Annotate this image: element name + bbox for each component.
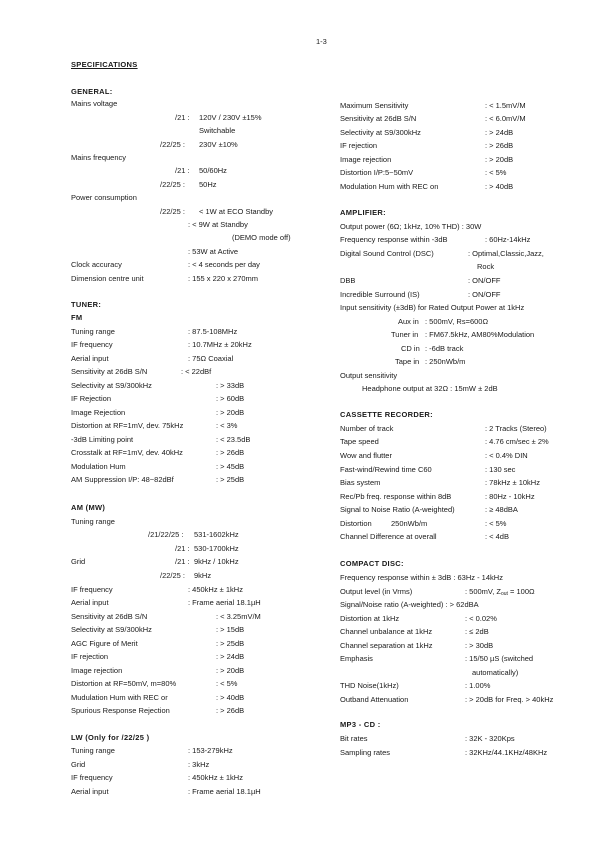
spec-value: : 130 sec [485, 465, 516, 474]
pc-value1: < 1W at ECO Standby [199, 207, 273, 216]
spec-value: : > 20dB [485, 155, 514, 164]
snr: Signal/Noise ratio (A-weighted) : > 62dBA [340, 600, 479, 609]
spec-value: : > 24dB [216, 652, 245, 661]
spec-value: : > 25dB [216, 475, 245, 484]
spec-label: Distortion I/P:5~50mV [340, 168, 414, 177]
spec-value: : < 1.5mV/M [485, 101, 526, 110]
spec-label: Fast-wind/Rewind time C60 [340, 465, 432, 474]
am-tr1-key: /21/22/25 : [148, 530, 184, 539]
spec-value: : 75Ω Coaxial [188, 354, 234, 363]
spec-value: : > 25dB [216, 639, 245, 648]
spec-value: : ≤ 2dB [465, 627, 489, 636]
output-level-label: Output level (in Vrms) [340, 587, 413, 596]
spec-value: : Frame aerial 18.1µH [188, 598, 261, 607]
spec-value: : < 3.25mV/M [216, 612, 261, 621]
spec-label: Crosstalk at RF=1mV, dev. 40kHz [71, 448, 183, 457]
spec-label: Image rejection [71, 666, 123, 675]
mv-21-key: /21 : [175, 113, 190, 122]
distortion-mid: 250nWb/m [391, 519, 428, 528]
spec-label: Image rejection [340, 155, 392, 164]
spec-value: : 450kHz ± 1kHz [188, 773, 243, 782]
distortion-value: : < 5% [485, 519, 507, 528]
bit-rates-label: Bit rates [340, 734, 368, 743]
emphasis-value2: automatically) [472, 668, 519, 677]
thd-value: : 1.00% [465, 681, 491, 690]
spec-value: : 450kHz ± 1kHz [188, 585, 243, 594]
aux-key: Aux in [398, 317, 419, 326]
spec-label: IF frequency [71, 340, 113, 349]
mp3-heading: MP3 - CD : [340, 720, 381, 729]
spec-value: : > 30dB [465, 641, 494, 650]
spec-value: : 153-279kHz [188, 746, 233, 755]
output-level-sub: out [501, 591, 508, 597]
mains-frequency-label: Mains frequency [71, 153, 127, 162]
freq-response-label: Frequency response within -3dB [340, 235, 448, 244]
pc-value3: (DEMO mode off) [232, 233, 291, 242]
am-tr2-value: 530-1700kHz [194, 544, 239, 553]
spec-value: : < 5% [485, 168, 507, 177]
outband-label: Outband Attenuation [340, 695, 409, 704]
cd-freq-response: Frequency response within ± 3dB : 63Hz - 14kHz [340, 573, 503, 582]
tuner-in-key: Tuner in [391, 330, 419, 339]
is-label: Incredible Surround (IS) [340, 290, 420, 299]
spec-label: Sensitivity at 26dB S/N [71, 612, 148, 621]
tuner-in-value: : FM67.5kHz, AM80%Modulation [425, 330, 535, 339]
spec-label: Selectivity at S9/300kHz [340, 128, 421, 137]
dbb-value: : ON/OFF [468, 276, 501, 285]
cd-in-value: : -6dB track [425, 344, 464, 353]
lw-heading: LW (Only for /22/25 ) [71, 733, 150, 742]
spec-value: : 80Hz - 10kHz [485, 492, 535, 501]
spec-label: Bias system [340, 478, 381, 487]
spec-label: IF Rejection [71, 394, 112, 403]
spec-value: : 10.7MHz ± 20kHz [188, 340, 252, 349]
am-tr1-value: 531-1602kHz [194, 530, 239, 539]
spec-label: Sensitivity at 26dB S/N [340, 114, 417, 123]
output-level-main: : 500mV, Z [465, 587, 501, 596]
spec-value: : > 33dB [216, 381, 245, 390]
clock-label: Clock accuracy [71, 260, 122, 269]
fm-heading: FM [71, 313, 83, 322]
emphasis-label: Emphasis [340, 654, 373, 663]
dsc-label: Digital Sound Control (DSC) [340, 249, 434, 258]
distortion-label: Distortion [340, 519, 372, 528]
mv-21-value2: Switchable [199, 126, 236, 135]
spec-label: IF frequency [71, 585, 113, 594]
spec-value: : < 5% [216, 679, 238, 688]
mv-2225-key: /22/25 : [160, 140, 186, 149]
spec-value: : Frame aerial 18.1µH [188, 787, 261, 796]
spec-value: : 2 Tracks (Stereo) [485, 424, 547, 433]
spec-label: Channel separation at 1kHz [340, 641, 433, 650]
spec-label: Mudulation Hum with REC or [71, 693, 168, 702]
am-tuning-range-label: Tuning range [71, 517, 115, 526]
sampling-rates-value: : 32KHz/44.1KHz/48KHz [465, 748, 548, 757]
dimension-label: Dimension centre unit [71, 274, 144, 283]
sampling-rates-label: Sampling rates [340, 748, 391, 757]
pc-value4: : 53W at Active [188, 247, 239, 256]
mf-2225-key: /22/25 : [160, 180, 186, 189]
pc-value2: : < 9W at Standby [188, 220, 248, 229]
channel-difference-label: Channel Difference at overall [340, 532, 437, 541]
tape-in-value: : 250nWb/m [425, 357, 466, 366]
spec-label: Rec/Pb freq. response within 8dB [340, 492, 452, 501]
spec-value: : > 20dB [216, 408, 245, 417]
freq-response-value: : 60Hz-14kHz [485, 235, 531, 244]
amplifier-heading: AMPLIFIER: [340, 208, 386, 217]
spec-value: : 87.5-108MHz [188, 327, 238, 336]
compact-disc-heading: COMPACT DISC: [340, 559, 404, 568]
is-value: : ON/OFF [468, 290, 501, 299]
am-grid2-value: 9kHz [194, 571, 212, 580]
am-grid2-key: /22/25 : [160, 571, 186, 580]
spec-label: Image Rejection [71, 408, 126, 417]
spec-label: -3dB Limiting point [71, 435, 134, 444]
dsc-value2: Rock [477, 262, 495, 271]
general-heading: GENERAL: [71, 87, 113, 96]
spec-label: Signal to Noise Ratio (A-weighted) [340, 505, 455, 514]
outband-value: : > 20dB for Freq. > 40kHz [465, 695, 554, 704]
spec-label: Grid [71, 760, 86, 769]
spec-value: : > 26dB [216, 448, 245, 457]
spec-label: Selectivity at S9/300kHz [71, 625, 152, 634]
am-tr2-key: /21 : [175, 544, 190, 553]
spec-label: Distortion at RF=50mV, m=80% [71, 679, 177, 688]
headphone-output: Headphone output at 32Ω : 15mW ± 2dB [362, 384, 498, 393]
spec-value: : 78kHz ± 10kHz [485, 478, 540, 487]
mf-21-key: /21 : [175, 166, 190, 175]
spec-value: : > 24dB [485, 128, 514, 137]
spec-label: Aerial input [71, 598, 109, 607]
mv-2225-value: 230V ±10% [199, 140, 238, 149]
mf-21-value: 50/60Hz [199, 166, 227, 175]
emphasis-value: : 15/50 µS (switched [465, 654, 534, 663]
spec-value: : < 22dBf [181, 367, 212, 376]
output-level-end: = 100Ω [507, 587, 535, 596]
mains-voltage-label: Mains voltage [71, 99, 118, 108]
output-level-value [465, 587, 535, 599]
aux-value: : 500mV, Rs=600Ω [425, 317, 489, 326]
tuner-heading: TUNER: [71, 300, 102, 309]
spec-label: Distortion at 1kHz [340, 614, 400, 623]
spec-label: Aerial input [71, 787, 109, 796]
mf-2225-value: 50Hz [199, 180, 217, 189]
dbb-label: DBB [340, 276, 356, 285]
clock-value: : < 4 seconds per day [188, 260, 260, 269]
tape-in-key: Tape in [395, 357, 420, 366]
spec-label: Modulation Hum [71, 462, 126, 471]
pc-key: /22/25 : [160, 207, 186, 216]
spec-value: : < 0.4% DIN [485, 451, 528, 460]
document-title: SPECIFICATIONS [71, 60, 138, 69]
spec-value: : > 60dB [216, 394, 245, 403]
spec-value: : > 26dB [485, 141, 514, 150]
spec-label: Channel unbalance at 1kHz [340, 627, 433, 636]
spec-value: : 3kHz [188, 760, 210, 769]
spec-label: Maximum Sensitivity [340, 101, 409, 110]
spec-value: : > 45dB [216, 462, 245, 471]
cd-in-key: CD in [401, 344, 420, 353]
spec-label: Tuning range [71, 746, 115, 755]
dimension-value: : 155 x 220 x 270mm [188, 274, 259, 283]
spec-label: IF frequency [71, 773, 113, 782]
spec-value: : < 6.0mV/M [485, 114, 526, 123]
spec-value: : > 15dB [216, 625, 245, 634]
spec-label: Modulation Hum with REC on [340, 182, 439, 191]
channel-difference-value: : < 4dB [485, 532, 509, 541]
page-number: 1-3 [316, 37, 327, 46]
am-grid1-key: /21 : [175, 557, 190, 566]
power-consumption-label: Power consumption [71, 193, 137, 202]
spec-value: : > 20dB [216, 666, 245, 675]
spec-value: : > 26dB [216, 706, 245, 715]
spec-label: Spurious Response Rejection [71, 706, 170, 715]
spec-label: IF rejection [340, 141, 378, 150]
spec-value: : < 23.5dB [216, 435, 251, 444]
output-sensitivity: Output sensitivity [340, 371, 398, 380]
input-sensitivity: Input sensitivity (±3dB) for Rated Output Power at 1kHz [340, 303, 525, 312]
spec-label: IF rejection [71, 652, 109, 661]
spec-value: : ≥ 48dBA [485, 505, 518, 514]
dsc-value: : Optimal,Classic,Jazz, [468, 249, 544, 258]
spec-value: : < 0.02% [465, 614, 497, 623]
spec-label: Number of track [340, 424, 394, 433]
spec-label: Tuning range [71, 327, 115, 336]
spec-label: AM Suppression I/P: 48~82dBf [71, 475, 174, 484]
am-heading: AM (MW) [71, 503, 106, 512]
spec-label: Wow and flutter [340, 451, 392, 460]
spec-value: : < 3% [216, 421, 238, 430]
spec-value: : 4.76 cm/sec ± 2% [485, 437, 549, 446]
spec-value: : > 40dB [485, 182, 514, 191]
spec-label: Selectivity at S9/300kHz [71, 381, 152, 390]
spec-label: Sensitivity at 26dB S/N [71, 367, 148, 376]
spec-label: Distortion at RF=1mV, dev. 75kHz [71, 421, 184, 430]
spec-label: Tape speed [340, 437, 379, 446]
bit-rates-value: : 32K - 320Kps [465, 734, 515, 743]
am-grid1-value: 9kHz / 10kHz [194, 557, 239, 566]
spec-label: Aerial input [71, 354, 109, 363]
spec-value: : > 40dB [216, 693, 245, 702]
mv-21-value: 120V / 230V ±15% [199, 113, 262, 122]
output-power: Output power (6Ω; 1kHz, 10% THD) : 30W [340, 222, 482, 231]
am-grid-label: Grid [71, 557, 86, 566]
spec-label: AGC Figure of Merit [71, 639, 138, 648]
thd-label: THD Noise(1kHz) [340, 681, 399, 690]
cassette-heading: CASSETTE RECORDER: [340, 410, 433, 419]
